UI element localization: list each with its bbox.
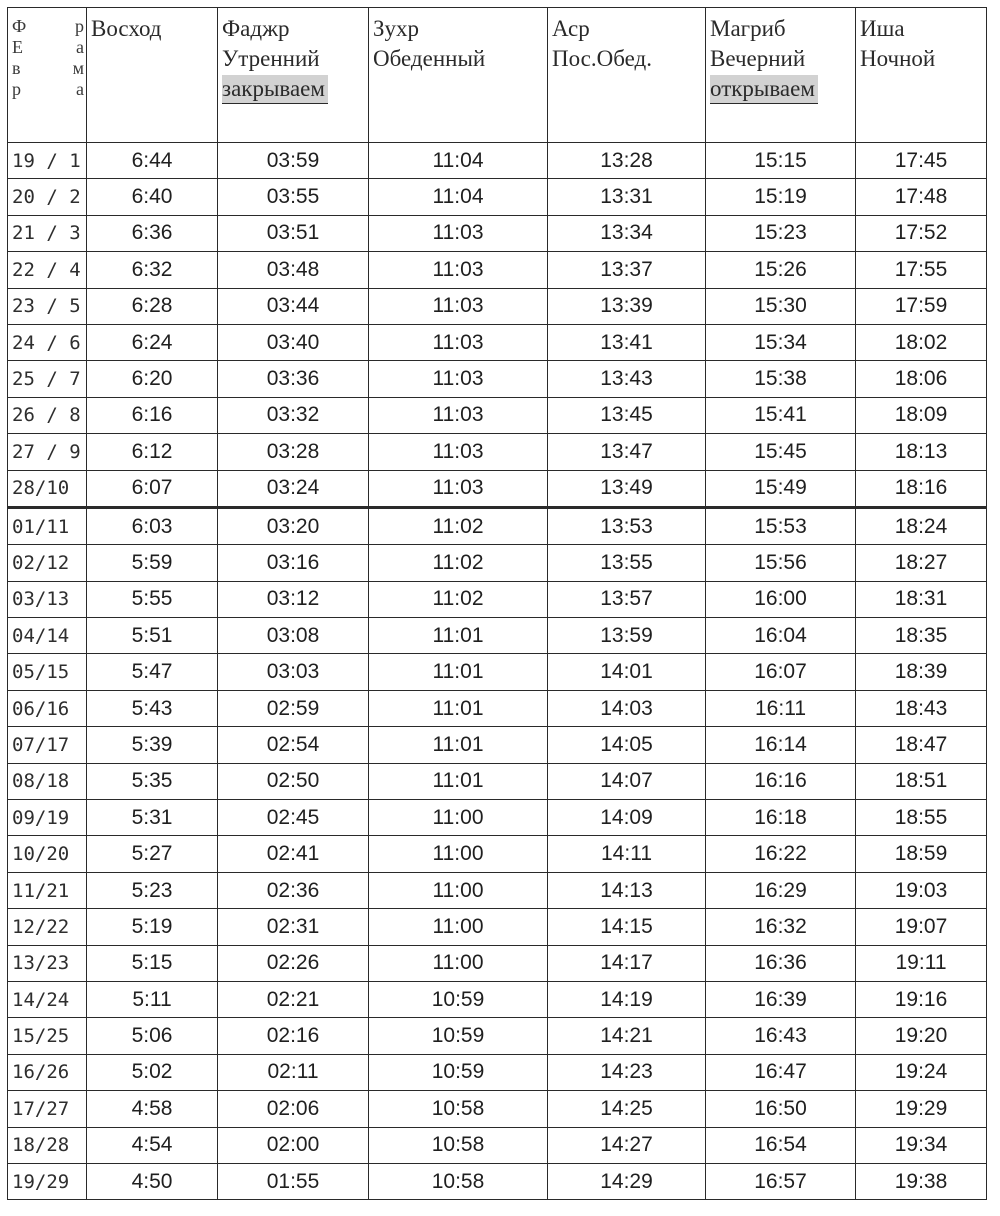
header-asr [548, 8, 706, 143]
maghrib-time-cell: 16:32 [706, 909, 856, 945]
sunrise-time-cell: 6:12 [87, 434, 218, 470]
table-row [8, 1054, 987, 1090]
sunrise-time-cell: 6:07 [87, 470, 218, 507]
header-line: Обеденный [373, 46, 486, 71]
maghrib-time-cell: 16:54 [706, 1127, 856, 1163]
fajr-time-cell: 03:12 [218, 581, 369, 617]
dhuhr-time-cell: 11:00 [369, 909, 548, 945]
dhuhr-time-cell: 11:02 [369, 545, 548, 581]
sunrise-time-cell: 6:20 [87, 361, 218, 397]
asr-time-cell: 13:41 [548, 324, 706, 360]
dhuhr-time-cell: 11:04 [369, 179, 548, 215]
dhuhr-time-cell: 11:04 [369, 143, 548, 179]
dhuhr-time-cell: 11:00 [369, 836, 548, 872]
dhuhr-time-cell: 10:59 [369, 1018, 548, 1054]
dhuhr-time-cell: 11:03 [369, 470, 548, 507]
header-maghrib [706, 8, 856, 143]
fajr-time-cell: 02:59 [218, 690, 369, 726]
sunrise-time-cell: 5:55 [87, 581, 218, 617]
date-cell: 18/28 [8, 1127, 87, 1163]
table-row [8, 800, 987, 836]
fajr-time-cell: 02:00 [218, 1127, 369, 1163]
dhuhr-time-cell: 11:01 [369, 618, 548, 654]
sunrise-time-cell: 6:44 [87, 143, 218, 179]
header-line: Вечерний [710, 46, 806, 71]
asr-time-cell: 13:49 [548, 470, 706, 507]
header-sunrise [87, 8, 218, 143]
table-row [8, 252, 987, 288]
isha-time-cell: 19:29 [856, 1091, 987, 1127]
maghrib-time-cell: 16:14 [706, 727, 856, 763]
dhuhr-time-cell: 10:58 [369, 1163, 548, 1199]
isha-time-cell: 19:16 [856, 981, 987, 1017]
sunrise-time-cell: 5:23 [87, 872, 218, 908]
table-row [8, 981, 987, 1017]
sunrise-time-cell: 6:16 [87, 397, 218, 433]
fajr-time-cell: 03:03 [218, 654, 369, 690]
sunrise-time-cell: 5:19 [87, 909, 218, 945]
asr-time-cell: 14:17 [548, 945, 706, 981]
sunrise-time-cell: 6:03 [87, 507, 218, 544]
date-cell: 27 / 9 [8, 434, 87, 470]
maghrib-time-cell: 15:41 [706, 397, 856, 433]
maghrib-time-cell: 15:34 [706, 324, 856, 360]
date-cell: 23 / 5 [8, 288, 87, 324]
maghrib-time-cell: 15:19 [706, 179, 856, 215]
table-row [8, 397, 987, 433]
sunrise-time-cell: 4:58 [87, 1091, 218, 1127]
maghrib-time-cell: 16:43 [706, 1018, 856, 1054]
fajr-time-cell: 02:50 [218, 763, 369, 799]
month-header-cell [8, 8, 87, 143]
table-row [8, 763, 987, 799]
asr-time-cell: 13:45 [548, 397, 706, 433]
maghrib-time-cell: 15:15 [706, 143, 856, 179]
sunrise-time-cell: 5:47 [87, 654, 218, 690]
maghrib-time-cell: 16:04 [706, 618, 856, 654]
fajr-time-cell: 02:06 [218, 1091, 369, 1127]
dhuhr-time-cell: 11:03 [369, 288, 548, 324]
isha-time-cell: 18:39 [856, 654, 987, 690]
asr-time-cell: 14:03 [548, 690, 706, 726]
table-row [8, 654, 987, 690]
sunrise-time-cell: 5:31 [87, 800, 218, 836]
asr-time-cell: 13:59 [548, 618, 706, 654]
date-cell: 07/17 [8, 727, 87, 763]
header-line: Зухр [373, 16, 420, 41]
month-vertical-label [12, 16, 84, 100]
table-row [8, 143, 987, 179]
sunrise-time-cell: 5:43 [87, 690, 218, 726]
isha-time-cell: 19:07 [856, 909, 987, 945]
header-line: Фаджр [222, 16, 290, 41]
isha-time-cell: 18:59 [856, 836, 987, 872]
asr-time-cell: 14:05 [548, 727, 706, 763]
isha-time-cell: 17:59 [856, 288, 987, 324]
date-cell: 01/11 [8, 507, 87, 544]
table-row [8, 1163, 987, 1199]
isha-time-cell: 18:27 [856, 545, 987, 581]
month-letter: а [76, 79, 84, 99]
asr-time-cell: 14:25 [548, 1091, 706, 1127]
date-cell: 14/24 [8, 981, 87, 1017]
month-letter: в [12, 58, 21, 78]
date-cell: 20 / 2 [8, 179, 87, 215]
header-isha [856, 8, 987, 143]
maghrib-time-cell: 16:29 [706, 872, 856, 908]
date-cell: 11/21 [8, 872, 87, 908]
sunrise-time-cell: 6:24 [87, 324, 218, 360]
isha-time-cell: 18:09 [856, 397, 987, 433]
maghrib-time-cell: 15:26 [706, 252, 856, 288]
header-row [8, 8, 987, 143]
maghrib-time-cell: 15:23 [706, 215, 856, 251]
header-line: Магриб [710, 16, 786, 41]
maghrib-time-cell: 16:39 [706, 981, 856, 1017]
date-cell: 05/15 [8, 654, 87, 690]
fajr-time-cell: 03:59 [218, 143, 369, 179]
table-row [8, 1127, 987, 1163]
table-row [8, 470, 987, 507]
table-row [8, 324, 987, 360]
prayer-times-table [7, 7, 987, 1200]
table-row [8, 1018, 987, 1054]
sunrise-time-cell: 5:06 [87, 1018, 218, 1054]
header-fajr [218, 8, 369, 143]
fajr-time-cell: 03:55 [218, 179, 369, 215]
sunrise-time-cell: 5:02 [87, 1054, 218, 1090]
sunrise-time-cell: 5:27 [87, 836, 218, 872]
asr-time-cell: 14:23 [548, 1054, 706, 1090]
sunrise-time-cell: 5:51 [87, 618, 218, 654]
asr-time-cell: 14:13 [548, 872, 706, 908]
isha-time-cell: 19:11 [856, 945, 987, 981]
header-line: Утренний [222, 46, 320, 71]
isha-time-cell: 18:13 [856, 434, 987, 470]
sunrise-time-cell: 6:32 [87, 252, 218, 288]
isha-time-cell: 18:55 [856, 800, 987, 836]
table-row [8, 836, 987, 872]
fajr-time-cell: 03:20 [218, 507, 369, 544]
maghrib-time-cell: 16:18 [706, 800, 856, 836]
date-cell: 15/25 [8, 1018, 87, 1054]
table-row [8, 434, 987, 470]
fajr-time-cell: 03:36 [218, 361, 369, 397]
asr-time-cell: 13:57 [548, 581, 706, 617]
header-line: Пос.Обед. [552, 46, 653, 71]
fajr-time-cell: 03:51 [218, 215, 369, 251]
dhuhr-time-cell: 11:02 [369, 507, 548, 544]
sunrise-time-cell: 5:59 [87, 545, 218, 581]
date-cell: 19 / 1 [8, 143, 87, 179]
asr-time-cell: 14:15 [548, 909, 706, 945]
dhuhr-time-cell: 11:01 [369, 763, 548, 799]
maghrib-time-cell: 16:16 [706, 763, 856, 799]
fajr-time-cell: 02:45 [218, 800, 369, 836]
fajr-time-cell: 03:16 [218, 545, 369, 581]
maghrib-time-cell: 15:45 [706, 434, 856, 470]
isha-time-cell: 18:35 [856, 618, 987, 654]
date-cell: 03/13 [8, 581, 87, 617]
table-row [8, 288, 987, 324]
maghrib-time-cell: 16:47 [706, 1054, 856, 1090]
asr-time-cell: 13:53 [548, 507, 706, 544]
fajr-time-cell: 03:40 [218, 324, 369, 360]
table-row [8, 945, 987, 981]
table-row [8, 179, 987, 215]
maghrib-time-cell: 15:38 [706, 361, 856, 397]
date-cell: 06/16 [8, 690, 87, 726]
maghrib-time-cell: 16:36 [706, 945, 856, 981]
isha-time-cell: 18:31 [856, 581, 987, 617]
sunrise-time-cell: 4:50 [87, 1163, 218, 1199]
asr-time-cell: 13:37 [548, 252, 706, 288]
date-cell: 21 / 3 [8, 215, 87, 251]
month-letter: р [75, 16, 84, 36]
table-body [8, 143, 987, 1200]
isha-time-cell: 17:45 [856, 143, 987, 179]
fajr-time-cell: 02:54 [218, 727, 369, 763]
dhuhr-time-cell: 10:59 [369, 1054, 548, 1090]
isha-time-cell: 19:34 [856, 1127, 987, 1163]
dhuhr-time-cell: 10:58 [369, 1127, 548, 1163]
sunrise-time-cell: 5:11 [87, 981, 218, 1017]
asr-time-cell: 14:21 [548, 1018, 706, 1054]
sunrise-time-cell: 5:35 [87, 763, 218, 799]
dhuhr-time-cell: 11:03 [369, 215, 548, 251]
date-cell: 16/26 [8, 1054, 87, 1090]
date-cell: 19/29 [8, 1163, 87, 1199]
dhuhr-time-cell: 11:00 [369, 800, 548, 836]
isha-time-cell: 17:55 [856, 252, 987, 288]
fajr-time-cell: 02:26 [218, 945, 369, 981]
maghrib-time-cell: 15:53 [706, 507, 856, 544]
header-line: Восход [91, 16, 162, 41]
header-line: Ночной [860, 46, 936, 71]
dhuhr-time-cell: 11:03 [369, 397, 548, 433]
dhuhr-time-cell: 11:03 [369, 252, 548, 288]
header-highlight-note: закрываем [222, 75, 328, 104]
asr-time-cell: 13:39 [548, 288, 706, 324]
isha-time-cell: 18:02 [856, 324, 987, 360]
date-cell: 09/19 [8, 800, 87, 836]
asr-time-cell: 14:29 [548, 1163, 706, 1199]
sunrise-time-cell: 4:54 [87, 1127, 218, 1163]
sunrise-time-cell: 6:40 [87, 179, 218, 215]
asr-time-cell: 14:09 [548, 800, 706, 836]
date-cell: 02/12 [8, 545, 87, 581]
date-cell: 28/10 [8, 470, 87, 507]
dhuhr-time-cell: 11:03 [369, 324, 548, 360]
sunrise-time-cell: 6:36 [87, 215, 218, 251]
fajr-time-cell: 01:55 [218, 1163, 369, 1199]
fajr-time-cell: 02:16 [218, 1018, 369, 1054]
asr-time-cell: 14:27 [548, 1127, 706, 1163]
isha-time-cell: 19:38 [856, 1163, 987, 1199]
fajr-time-cell: 03:44 [218, 288, 369, 324]
isha-time-cell: 19:20 [856, 1018, 987, 1054]
isha-time-cell: 17:52 [856, 215, 987, 251]
table-row [8, 727, 987, 763]
asr-time-cell: 13:34 [548, 215, 706, 251]
maghrib-time-cell: 16:07 [706, 654, 856, 690]
fajr-time-cell: 02:41 [218, 836, 369, 872]
table-row [8, 545, 987, 581]
dhuhr-time-cell: 11:03 [369, 361, 548, 397]
header-highlight-note: открываем [710, 75, 818, 104]
table-row [8, 507, 987, 544]
isha-time-cell: 18:06 [856, 361, 987, 397]
dhuhr-time-cell: 11:01 [369, 654, 548, 690]
isha-time-cell: 19:24 [856, 1054, 987, 1090]
date-cell: 08/18 [8, 763, 87, 799]
asr-time-cell: 14:11 [548, 836, 706, 872]
sunrise-time-cell: 5:15 [87, 945, 218, 981]
header-dhuhr [369, 8, 548, 143]
fajr-time-cell: 02:21 [218, 981, 369, 1017]
date-cell: 12/22 [8, 909, 87, 945]
fajr-time-cell: 03:48 [218, 252, 369, 288]
date-cell: 24 / 6 [8, 324, 87, 360]
fajr-time-cell: 03:24 [218, 470, 369, 507]
asr-time-cell: 14:01 [548, 654, 706, 690]
maghrib-time-cell: 15:30 [706, 288, 856, 324]
asr-time-cell: 13:55 [548, 545, 706, 581]
isha-time-cell: 18:47 [856, 727, 987, 763]
month-letter: м [72, 58, 84, 78]
asr-time-cell: 13:47 [548, 434, 706, 470]
header-line: Иша [860, 16, 905, 41]
dhuhr-time-cell: 11:01 [369, 690, 548, 726]
asr-time-cell: 14:07 [548, 763, 706, 799]
table-row [8, 690, 987, 726]
date-cell: 25 / 7 [8, 361, 87, 397]
maghrib-time-cell: 16:57 [706, 1163, 856, 1199]
dhuhr-time-cell: 10:59 [369, 981, 548, 1017]
maghrib-time-cell: 16:11 [706, 690, 856, 726]
date-cell: 17/27 [8, 1091, 87, 1127]
asr-time-cell: 13:43 [548, 361, 706, 397]
isha-time-cell: 18:43 [856, 690, 987, 726]
isha-time-cell: 18:51 [856, 763, 987, 799]
maghrib-time-cell: 15:56 [706, 545, 856, 581]
dhuhr-time-cell: 11:02 [369, 581, 548, 617]
fajr-time-cell: 02:36 [218, 872, 369, 908]
table-row [8, 618, 987, 654]
table-row [8, 581, 987, 617]
table-row [8, 1091, 987, 1127]
isha-time-cell: 19:03 [856, 872, 987, 908]
month-letter: Ф [12, 16, 27, 36]
dhuhr-time-cell: 11:03 [369, 434, 548, 470]
table-row [8, 215, 987, 251]
maghrib-time-cell: 16:22 [706, 836, 856, 872]
asr-time-cell: 14:19 [548, 981, 706, 1017]
dhuhr-time-cell: 11:01 [369, 727, 548, 763]
dhuhr-time-cell: 11:00 [369, 872, 548, 908]
date-cell: 26 / 8 [8, 397, 87, 433]
month-letter: а [76, 37, 84, 57]
sunrise-time-cell: 6:28 [87, 288, 218, 324]
table-row [8, 909, 987, 945]
isha-time-cell: 18:24 [856, 507, 987, 544]
isha-time-cell: 18:16 [856, 470, 987, 507]
fajr-time-cell: 03:28 [218, 434, 369, 470]
fajr-time-cell: 03:32 [218, 397, 369, 433]
maghrib-time-cell: 15:49 [706, 470, 856, 507]
asr-time-cell: 13:28 [548, 143, 706, 179]
date-cell: 04/14 [8, 618, 87, 654]
maghrib-time-cell: 16:50 [706, 1091, 856, 1127]
date-cell: 10/20 [8, 836, 87, 872]
date-cell: 13/23 [8, 945, 87, 981]
asr-time-cell: 13:31 [548, 179, 706, 215]
date-cell: 22 / 4 [8, 252, 87, 288]
header-line: Аср [552, 16, 590, 41]
fajr-time-cell: 02:31 [218, 909, 369, 945]
sunrise-time-cell: 5:39 [87, 727, 218, 763]
maghrib-time-cell: 16:00 [706, 581, 856, 617]
dhuhr-time-cell: 11:00 [369, 945, 548, 981]
isha-time-cell: 17:48 [856, 179, 987, 215]
fajr-time-cell: 03:08 [218, 618, 369, 654]
dhuhr-time-cell: 10:58 [369, 1091, 548, 1127]
table-header [8, 8, 987, 143]
month-letter: р [12, 79, 21, 99]
table-row [8, 361, 987, 397]
fajr-time-cell: 02:11 [218, 1054, 369, 1090]
month-letter: Е [12, 37, 23, 57]
table-row [8, 872, 987, 908]
